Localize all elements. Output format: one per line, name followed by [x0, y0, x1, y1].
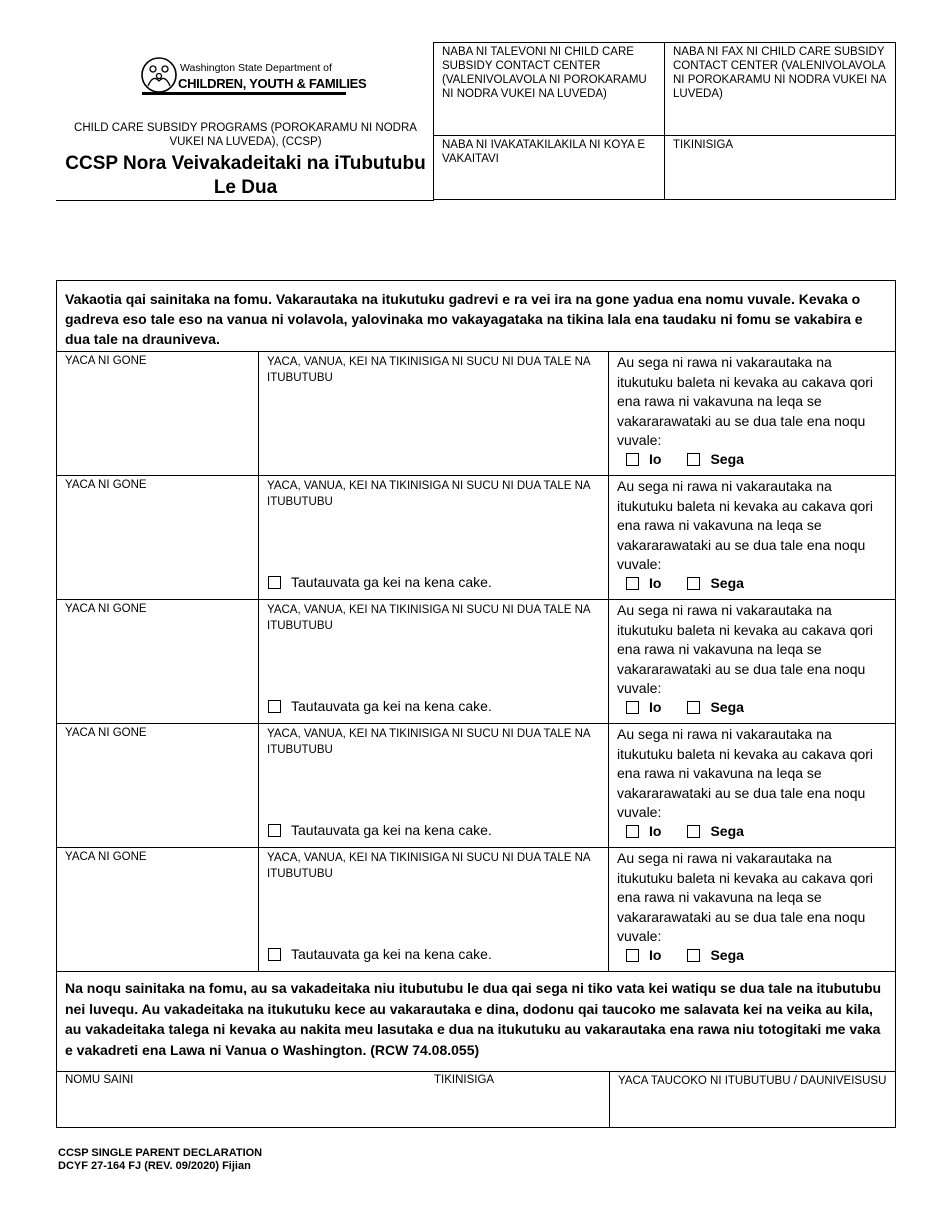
safety-question-cell — [609, 724, 895, 847]
contact-phone-label: NABA NI TALEVONI NI CHILD CARE SUBSIDY CONTACT CENTER (VALENIVOLAVOLA NI POROKARAMU NI NODRA VUKEI NA LUVEDA) — [442, 46, 647, 100]
yes-label: Io — [649, 575, 662, 591]
no-checkbox[interactable] — [687, 577, 700, 590]
child-name-field[interactable] — [57, 724, 259, 847]
safety-question-cell — [609, 476, 895, 599]
child-name-field[interactable] — [57, 476, 259, 599]
other-parent-label: YACA, VANUA, KEI NA TIKINISIGA NI SUCU NI DUA TALE NA ITUBUTUBU — [267, 604, 590, 632]
yes-label: Io — [649, 947, 662, 963]
logo-underline — [142, 92, 346, 95]
safety-question-cell — [609, 352, 895, 475]
yes-label: Io — [649, 823, 662, 839]
no-checkbox[interactable] — [687, 825, 700, 838]
safety-question-cell — [609, 600, 895, 723]
child-name-label: YACA NI GONE — [65, 479, 147, 491]
yes-label: Io — [649, 451, 662, 467]
child-name-label: YACA NI GONE — [65, 603, 147, 615]
family-emblem-icon — [140, 56, 178, 94]
same-as-above-label: Tautauvata ga kei na kena cake. — [291, 698, 492, 714]
child-name-label: YACA NI GONE — [65, 727, 147, 739]
other-parent-field[interactable] — [259, 600, 609, 723]
same-as-above-option — [268, 574, 492, 590]
parent-relationship-label: YACA TAUCOKO NI ITUBUTUBU / DAUNIVEISUSU — [618, 1075, 887, 1087]
signature-label: NOMU SAINI — [65, 1074, 134, 1086]
child-row — [57, 600, 895, 724]
child-name-field[interactable] — [57, 848, 259, 971]
child-name-field[interactable] — [57, 352, 259, 475]
no-checkbox[interactable] — [687, 453, 700, 466]
contact-fax-label: NABA NI FAX NI CHILD CARE SUBSIDY CONTACT CENTER (VALENIVOLAVOLA NI POROKARAMU NI NODRA VUKEI NA LUVEDA) — [673, 46, 886, 100]
parent-relationship-field[interactable] — [609, 1072, 895, 1127]
footer-form-name: CCSP SINGLE PARENT DECLARATION — [58, 1147, 263, 1159]
same-as-above-option — [268, 946, 492, 962]
child-name-label: YACA NI GONE — [65, 355, 147, 367]
contact-phone-field[interactable] — [434, 43, 665, 136]
header-date-label: TIKINISIGA — [673, 139, 734, 151]
same-as-above-option — [268, 698, 492, 714]
other-parent-field[interactable] — [259, 848, 609, 971]
other-parent-label: YACA, VANUA, KEI NA TIKINISIGA NI SUCU NI DUA TALE NA ITUBUTUBU — [267, 852, 590, 880]
safety-question-text: Au sega ni rawa ni vakarautaka na itukutuku baleta ni kevaka au cakava qori ena rawa ni vakavuna na leqa se vakararawataki au se dua tale ena noqu vuvale: — [617, 354, 874, 448]
header-divider — [56, 200, 434, 201]
yes-checkbox[interactable] — [626, 701, 639, 714]
no-label: Sega — [710, 451, 744, 467]
no-label: Sega — [710, 699, 744, 715]
other-parent-field[interactable] — [259, 724, 609, 847]
client-id-field[interactable] — [434, 136, 665, 199]
child-row — [57, 724, 895, 848]
other-parent-field[interactable] — [259, 352, 609, 475]
child-row — [57, 476, 895, 600]
no-label: Sega — [710, 823, 744, 839]
same-as-above-checkbox[interactable] — [268, 948, 281, 961]
yes-no-options — [626, 574, 744, 594]
header-date-field[interactable] — [665, 136, 895, 199]
other-parent-label: YACA, VANUA, KEI NA TIKINISIGA NI SUCU NI DUA TALE NA ITUBUTUBU — [267, 356, 590, 384]
yes-no-options — [626, 450, 744, 470]
yes-checkbox[interactable] — [626, 453, 639, 466]
client-id-label: NABA NI IVAKATAKILAKILA NI KOYA E VAKAITAVI — [442, 139, 646, 165]
contact-fax-field[interactable] — [665, 43, 895, 136]
instructions-text: Vakaotia qai sainitaka na fomu. Vakarautaka na itukutuku gadrevi e ra vei ira na gone yadua ena nomu vuvale. Kevaka o gadreva eso tale eso na vanua ni volavola, yalovinaka mo vakayagataka na tikina lala ena taudaku ni fomu se vakabira e dua tale na drauniveva. — [57, 281, 895, 352]
program-name: CHILD CARE SUBSIDY PROGRAMS (POROKARAMU NI NODRA VUKEI NA LUVEDA), (CCSP) — [74, 122, 417, 148]
declaration-statement: Na noqu sainitaka na fomu, au sa vakadeitaka niu itubutubu le dua qai sega ni tiko vata kei watiqu se dua tale na itubutubu nei luvequ. Au vakadeitaka na itukutuku kece au vakarautaka e dina, dodonu qai taucoko me salavata kei na veika au kila, au vakadeitaka talega ni kevaka au nakita meu lasutaka e dua na itukutuku au vakarautaka ena rawa niu totogitaki me vaka e vakadreti ena Lawa ni Vanua o Washington. (RCW 74.08.055) — [57, 972, 895, 1072]
safety-question-cell — [609, 848, 895, 971]
declaration-form-table — [56, 280, 896, 1128]
dcyf-logo — [140, 54, 367, 106]
yes-checkbox[interactable] — [626, 825, 639, 838]
yes-checkbox[interactable] — [626, 577, 639, 590]
yes-no-options — [626, 698, 744, 718]
footer-form-number: DCYF 27-164 FJ (REV. 09/2020) Fijian — [58, 1160, 251, 1172]
child-row — [57, 848, 895, 972]
safety-question-text: Au sega ni rawa ni vakarautaka na itukutuku baleta ni kevaka au cakava qori ena rawa ni vakavuna na leqa se vakararawataki au se dua tale ena noqu vuvale: — [617, 850, 874, 944]
no-checkbox[interactable] — [687, 949, 700, 962]
yes-checkbox[interactable] — [626, 949, 639, 962]
other-parent-field[interactable] — [259, 476, 609, 599]
other-parent-label: YACA, VANUA, KEI NA TIKINISIGA NI SUCU NI DUA TALE NA ITUBUTUBU — [267, 480, 590, 508]
same-as-above-label: Tautauvata ga kei na kena cake. — [291, 574, 492, 590]
child-row — [57, 352, 895, 476]
yes-no-options — [626, 822, 744, 842]
safety-question-text: Au sega ni rawa ni vakarautaka na itukutuku baleta ni kevaka au cakava qori ena rawa ni vakavuna na leqa se vakararawataki au se dua tale ena noqu vuvale: — [617, 726, 874, 820]
signature-row — [57, 1072, 895, 1127]
form-footer — [58, 1147, 262, 1173]
logo-dept-text: Washington State Department of — [180, 62, 332, 74]
same-as-above-label: Tautauvata ga kei na kena cake. — [291, 946, 492, 962]
other-parent-label: YACA, VANUA, KEI NA TIKINISIGA NI SUCU NI DUA TALE NA ITUBUTUBU — [267, 728, 590, 756]
safety-question-text: Au sega ni rawa ni vakarautaka na itukutuku baleta ni kevaka au cakava qori ena rawa ni vakavuna na leqa se vakararawataki au se dua tale ena noqu vuvale: — [617, 478, 874, 572]
yes-label: Io — [649, 699, 662, 715]
same-as-above-checkbox[interactable] — [268, 700, 281, 713]
safety-question-text: Au sega ni rawa ni vakarautaka na itukutuku baleta ni kevaka au cakava qori ena rawa ni vakavuna na leqa se vakararawataki au se dua tale ena noqu vuvale: — [617, 602, 874, 696]
same-as-above-option — [268, 822, 492, 838]
header-fields-grid — [433, 42, 896, 200]
no-checkbox[interactable] — [687, 701, 700, 714]
child-name-label: YACA NI GONE — [65, 851, 147, 863]
signature-date-label: TIKINISIGA — [434, 1074, 495, 1086]
yes-no-options — [626, 946, 744, 966]
same-as-above-label: Tautauvata ga kei na kena cake. — [291, 822, 492, 838]
logo-agency-name: CHILDREN, YOUTH & FAMILIES — [178, 76, 367, 91]
form-title: CCSP Nora Veivakadeitaki na iTubutubu Le Dua — [65, 153, 426, 198]
child-name-field[interactable] — [57, 600, 259, 723]
no-label: Sega — [710, 947, 744, 963]
same-as-above-checkbox[interactable] — [268, 576, 281, 589]
no-label: Sega — [710, 575, 744, 591]
same-as-above-checkbox[interactable] — [268, 824, 281, 837]
